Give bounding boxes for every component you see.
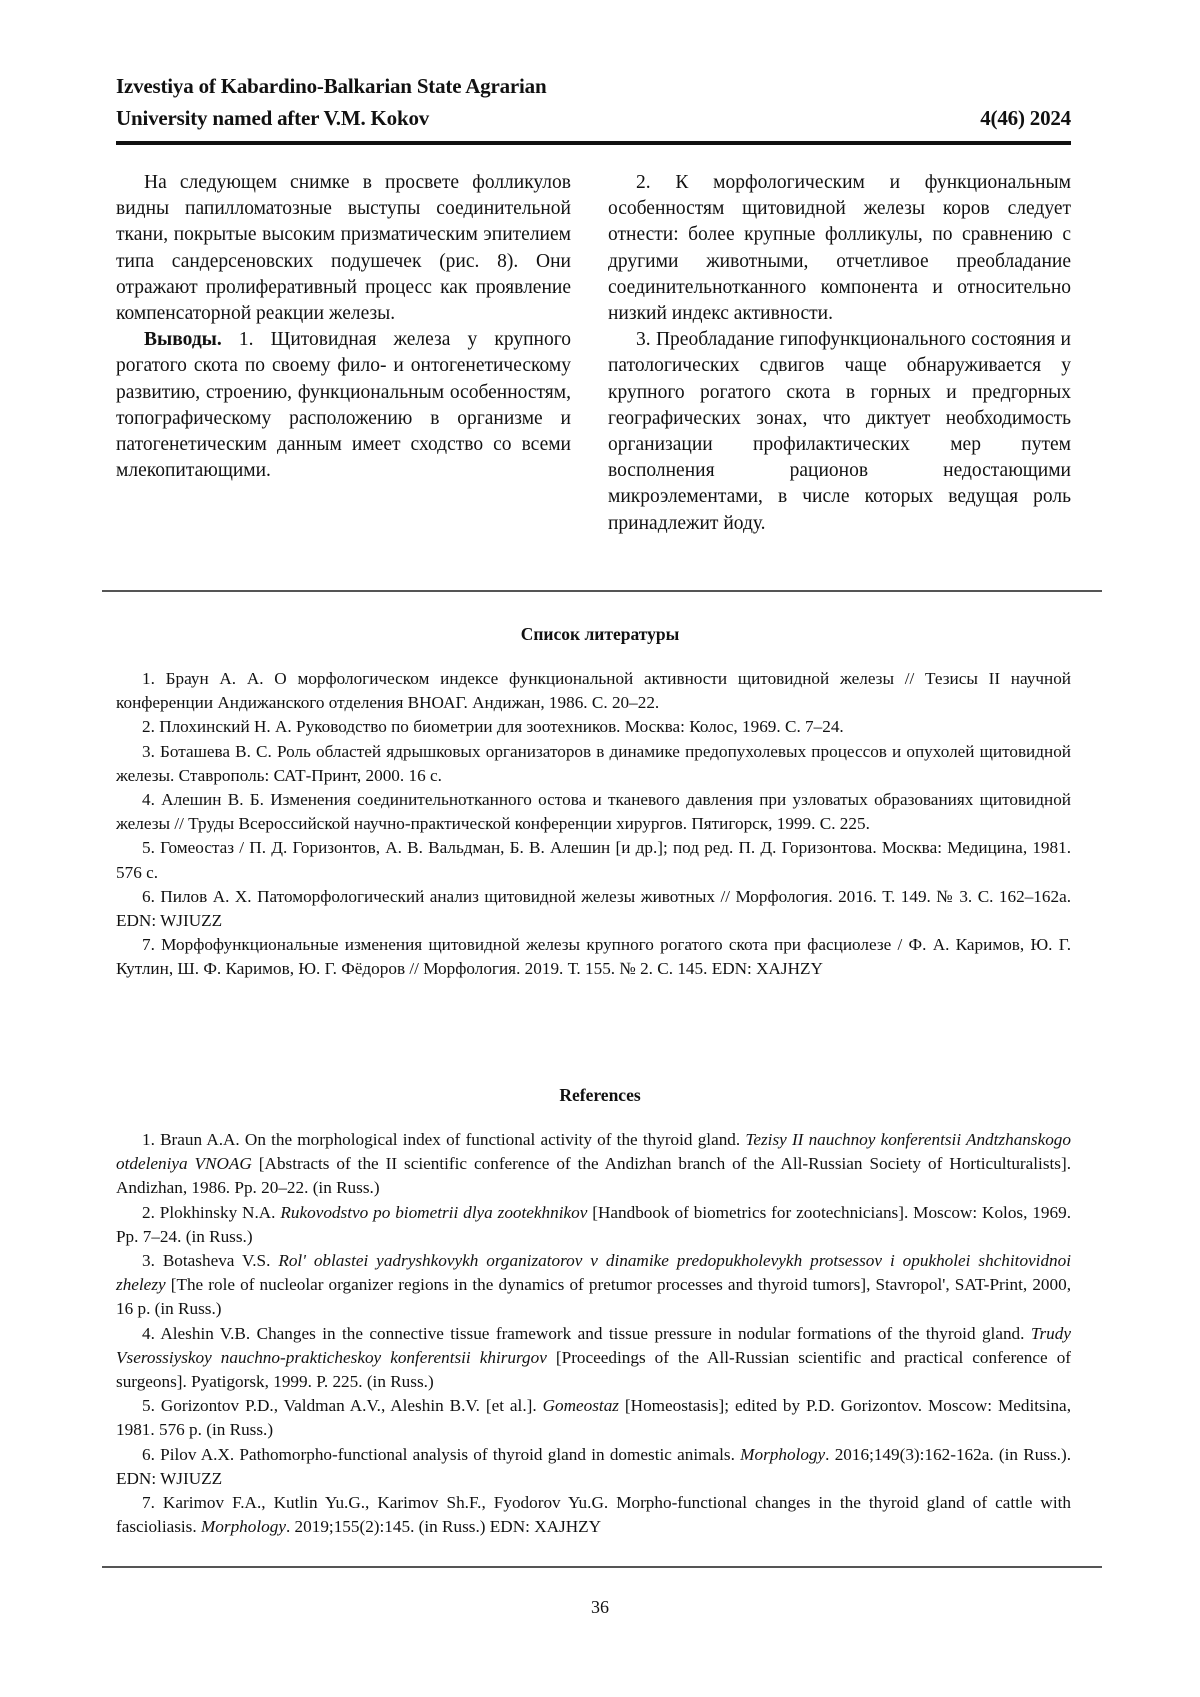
conclusions-paragraph: [116, 327, 571, 484]
references-en-list: [116, 1128, 1071, 1539]
reference-en-item: [116, 1322, 1071, 1395]
reference-source-title: Gomeostaz: [542, 1396, 619, 1416]
reference-text: [Proceedings of the All-Russian scientific and practical conference of surgeons]. Pyatigorsk, 1999. P. 225. (in Russ.): [116, 1347, 1072, 1392]
conclusions-label: Выводы.: [144, 329, 222, 351]
reference-text: 3. Botasheva V.S.: [142, 1251, 279, 1271]
reference-ru-item: 1. Браун А. А. О морфологическом индексе функциональной активности щитовидной железы // Тезисы II научной конференции Андижанского отделения ВНОАГ. Андижан, 1986. С. 20–22.: [116, 669, 1071, 713]
reference-text: 7. Karimov F.A., Kutlin Yu.G., Karimov Sh.F., Fyodorov Yu.G. Morpho-functional changes in the thyroid gland of cattle with fascioliasis.: [116, 1493, 1071, 1537]
reference-ru-item: 7. Морфофункциональные изменения щитовидной железы крупного рогатого скота при фасциолезе / Ф. А. Каримов, Ю. Г. Кутлин, Ш. Ф. Каримов, Ю. Г. Фёдоров // Морфология. 2019. Т. 155. № 2. С. 145. EDN: XAJHZY: [116, 935, 1071, 979]
reference-ru-item: 6. Пилов А. Х. Патоморфологический анализ щитовидной железы животных // Морфология. 2016. Т. 149. № 3. С. 162–162а. EDN: WJIUZZ: [116, 886, 1071, 931]
references-en-title: References: [559, 1085, 641, 1105]
header-rule: [116, 141, 1071, 145]
reference-source-title: Morphology: [740, 1444, 826, 1464]
reference-en-item: [116, 1128, 1071, 1201]
references-ru-list: [116, 667, 1071, 982]
reference-ru-item: 4. Алешин В. Б. Изменения соединительнотканного остова и тканевого давления при узловатых образованиях щитовидной железы // Труды Всероссийской научно-практической конференции хирургов. Пятигорск, 1999. С. 225.: [116, 790, 1071, 834]
footer-divider: [102, 1566, 1102, 1568]
reference-ru-item: 3. Боташева В. С. Роль областей ядрышковых организаторов в динамике предопухолевых процессов и опухолей щитовидной железы. Ставрополь: САТ-Принт, 2000. 16 с.: [116, 741, 1071, 785]
reference-text: 4. Aleshin V.B. Changes in the connective tissue framework and tissue pressure in nodular formations of the thyroid gland.: [142, 1323, 1031, 1343]
body-column-right: [608, 170, 1071, 537]
reference-text: [Handbook of biometrics for zootechnicians]. Moscow: Kolos, 1969. Pp. 7–24. (in Russ.): [116, 1202, 1071, 1246]
reference-text: . 2016;149(3):162-162a. (in Russ.). EDN: WJIUZZ: [116, 1444, 1071, 1488]
conclusion-2-text: 2. К морфологическим и функциональным особенностям щитовидной железы коров следует отнести: более крупные фолликулы, по сравнению с другими животными, отчетливое преобладание соединительнотканного компонента и относительно низкий индекс активности.: [608, 172, 1071, 325]
reference-text: 1. Braun A.A. On the morphological index of functional activity of the thyroid gland.: [142, 1130, 746, 1149]
reference-source-title: Morphology: [200, 1517, 286, 1537]
conclusion-1-text: 1. Щитовидная железа у крупного рогатого скота по своему фило- и онтогенетическому развитию, строению, функциональным особенностям, топографическому расположению в организме и патогенетическим данным имеет сходство со всеми млекопитающими.: [116, 329, 571, 482]
reference-text: 6. Pilov A.X. Pathomorpho-functional analysis of thyroid gland in domestic animals.: [142, 1444, 741, 1464]
reference-text: [Abstracts of the II scientific conference of the Andizhan branch of the All-Russian Society of Horticulturalists]. Andizhan, 1986. Pp. 20–22. (in Russ.): [116, 1154, 1072, 1198]
reference-text: [The role of nucleolar organizer regions in the dynamics of pretumor processes and thyroid tumors], Stavropol', SAT-Print, 2000, 16 p. (in Russ.): [116, 1275, 1071, 1319]
reference-source-title: Tezisy II nauchnoy konferentsii Andtzhanskogo otdeleniya VNOAG: [116, 1130, 1071, 1174]
journal-title-line-2: University named after V.M. Kokov: [116, 106, 430, 130]
reference-text: . 2019;155(2):145. (in Russ.) EDN: XAJHZY: [285, 1517, 602, 1537]
reference-text: 2. Plokhinsky N.A.: [142, 1202, 281, 1222]
reference-source-title: Trudy Vserossiyskoy nauchno-prakticheskoy konferentsii khirurgov: [116, 1323, 1071, 1367]
journal-header-line-2: [116, 106, 1071, 131]
body-column-left: [116, 170, 571, 484]
references-ru-title: Список литературы: [520, 624, 680, 644]
issue-number: 4(46) 2024: [980, 106, 1071, 130]
reference-source-title: Rukovodstvo po biometrii dlya zootekhnikov: [280, 1202, 588, 1222]
reference-en-item: [116, 1201, 1071, 1249]
reference-en-item: [116, 1249, 1071, 1322]
reference-en-item: [116, 1394, 1071, 1442]
reference-en-item: [116, 1491, 1071, 1539]
reference-source-title: Rol' oblastei yadryshkovykh organizatorov v dinamike predopukholevykh protsessov i opukholei shchitovidnoi zhelezy: [116, 1251, 1071, 1295]
reference-text: [Homeostasis]; edited by P.D. Gorizontov. Moscow: Meditsina, 1981. 576 p. (in Russ.): [116, 1396, 1071, 1440]
reference-ru-item: 2. Плохинский Н. А. Руководство по биометрии для зоотехников. Москва: Колос, 1969. С. 7–24.: [142, 717, 844, 737]
reference-ru-item: 5. Гомеостаз / П. Д. Горизонтов, А. В. Вальдман, Б. В. Алешин [и др.]; под ред. П. Д. Горизонтова. Москва: Медицина, 1981. 576 с.: [116, 838, 1071, 882]
body-paragraph: На следующем снимке в просвете фолликулов видны папилломатозные выступы соединительной ткани, покрытые высоким призматическим эпителием типа сандерсеновских подушечек (рис. 8). Они отражают пролиферативный процесс как проявление компенсаторной реакции железы.: [116, 172, 571, 325]
conclusion-3-text: 3. Преобладание гипофункционального состояния и патологических сдвигов чаще обнаруживается у крупного рогатого скота в горных и предгорных географических зонах, что диктует необходимость организации профилактических мер путем восполнения рационов недостающими микроэлементами, в числе которых ведущая роль принадлежит йоду.: [608, 329, 1071, 534]
section-divider: [102, 590, 1102, 592]
journal-title-line-1: Izvestiya of Kabardino-Balkarian State Agrarian: [116, 74, 547, 98]
reference-en-item: [116, 1443, 1071, 1491]
page-number: 36: [591, 1597, 609, 1617]
reference-text: 5. Gorizontov P.D., Valdman A.V., Aleshin B.V. [et al.].: [142, 1396, 543, 1416]
